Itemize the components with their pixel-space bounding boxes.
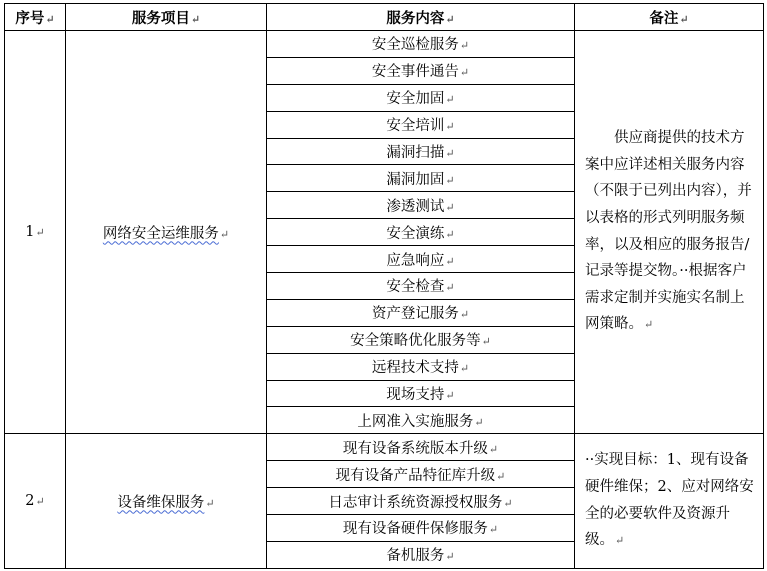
service-item-cell: 资产登记服务↵ xyxy=(267,299,575,326)
service-item-cell: 安全加固↵ xyxy=(267,84,575,111)
service-item-cell: 现场支持↵ xyxy=(267,380,575,407)
service-item-cell: 渗透测试↵ xyxy=(267,192,575,219)
service-item-cell: 漏洞扫描↵ xyxy=(267,138,575,165)
service-table xyxy=(4,3,764,569)
service-item-cell: 现有设备产品特征库升级↵ xyxy=(267,461,575,488)
project-cell: 设备维保服务↵ xyxy=(66,434,267,568)
service-item-cell: 应急响应↵ xyxy=(267,246,575,273)
service-item-cell: 安全巡检服务↵ xyxy=(267,31,575,58)
remark-cell: 供应商提供的技术方案中应详述相关服务内容（不限于已列出内容），并以表格的形式列明服务频率，以及相应的服务报告/记录等提交物。··根据客户需求定制并实施实名制上网策略。↵ xyxy=(575,31,764,434)
header-content: 服务内容↵ xyxy=(267,4,575,31)
table-body xyxy=(5,31,764,569)
service-item-cell: 安全事件通告↵ xyxy=(267,57,575,84)
header-seq: 序号↵ xyxy=(5,4,66,31)
service-item-cell: 安全培训↵ xyxy=(267,111,575,138)
service-item-cell: 安全演练↵ xyxy=(267,219,575,246)
seq-cell: 1↵ xyxy=(5,31,66,434)
service-item-cell: 日志审计系统资源授权服务↵ xyxy=(267,488,575,515)
remark-cell: ··实现目标：1、现有设备硬件维保；2、应对网络安全的必要软件及资源升级。↵ xyxy=(575,434,764,568)
header-row xyxy=(5,4,764,31)
service-item-cell: 漏洞加固↵ xyxy=(267,165,575,192)
seq-cell: 2↵ xyxy=(5,434,66,568)
service-item-cell: 备机服务↵ xyxy=(267,541,575,568)
project-cell: 网络安全运维服务↵ xyxy=(66,31,267,434)
service-item-cell: 现有设备硬件保修服务↵ xyxy=(267,515,575,542)
service-item-cell: 安全策略优化服务等↵ xyxy=(267,326,575,353)
table-row xyxy=(5,434,764,461)
header-remark: 备注↵ xyxy=(575,4,764,31)
service-item-cell: 现有设备系统版本升级↵ xyxy=(267,434,575,461)
table-row xyxy=(5,31,764,58)
service-item-cell: 上网准入实施服务↵ xyxy=(267,407,575,434)
service-item-cell: 安全检查↵ xyxy=(267,273,575,300)
header-project: 服务项目↵ xyxy=(66,4,267,31)
service-item-cell: 远程技术支持↵ xyxy=(267,353,575,380)
